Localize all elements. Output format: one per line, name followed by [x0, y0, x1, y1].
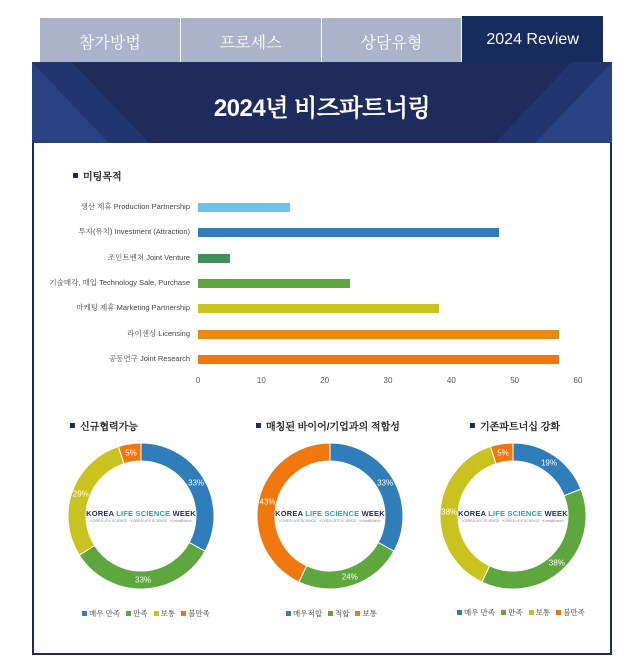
bar-label: 투자(유치) Investment (Attraction): [78, 227, 190, 237]
x-tick-label: 0: [195, 376, 201, 385]
donut-slice: [68, 447, 124, 556]
legend-item: 불만족: [181, 608, 210, 619]
bar: [198, 304, 439, 313]
slice-percent-label: 33%: [188, 478, 205, 488]
bar: [198, 254, 230, 263]
legend-item: 매우 만족: [457, 607, 495, 618]
meeting-purpose-title: 미팅목적: [83, 172, 122, 183]
slice-percent-label: 29%: [72, 489, 89, 499]
legend-item: 적합: [328, 608, 350, 619]
donut-2-heading: [256, 418, 400, 433]
x-tick-label: 50: [510, 376, 520, 385]
bullet-square-icon: [73, 173, 78, 178]
slice-percent-label: 5%: [497, 448, 509, 458]
tab-2024-review[interactable]: 2024 Review: [462, 16, 603, 64]
donut-1-title: 신규협력가능: [80, 422, 138, 433]
donut-slice: [141, 443, 214, 551]
donut-chart: [257, 443, 403, 589]
donut-chart: [440, 443, 586, 589]
event-logo: KOREA LIFE SCIENCE WEEK KOREA LIFE SCIENCE · KOREA LIFE SCIENCE · KoreaBiotech: [275, 509, 385, 523]
legend-item: 불만족: [556, 607, 585, 618]
tab-consultation-type[interactable]: 상담유형: [322, 18, 463, 64]
event-logo: KOREA LIFE SCIENCE WEEK KOREA LIFE SCIENCE · KOREA LIFE SCIENCE · KoreaBiotech: [458, 509, 568, 523]
donut-2-title: 매칭된 바이어/기업과의 적합성: [266, 422, 400, 433]
legend-item: 보통: [529, 607, 551, 618]
bar: [198, 355, 559, 364]
x-tick-label: 60: [573, 376, 583, 385]
donut-legend: [286, 608, 383, 619]
slice-percent-label: 24%: [341, 572, 358, 582]
donut-slice: [513, 443, 581, 496]
donut-legend: [457, 607, 591, 618]
bar: [198, 203, 290, 212]
donut-slice: [299, 542, 394, 589]
banner: [32, 62, 612, 144]
page-title: 2024년 비즈파트너링: [213, 95, 431, 122]
bar-label: 공동연구 Joint Research: [108, 353, 190, 363]
slice-percent-label: 19%: [540, 458, 557, 468]
tab-process[interactable]: 프로세스: [181, 18, 322, 64]
legend-item: 매우적합: [286, 608, 322, 619]
bar-label: 마케팅 제휴 Marketing Partnership: [76, 303, 190, 313]
donut-legend: [82, 608, 216, 619]
legend-item: 만족: [501, 607, 523, 618]
bar-label: 생산 제휴 Production Partnership: [80, 202, 190, 211]
donut-slice: [330, 443, 403, 551]
x-tick-label: 30: [383, 376, 393, 385]
x-tick-label: 20: [320, 376, 330, 385]
slice-percent-label: 33%: [134, 575, 152, 585]
x-tick-label: 40: [446, 376, 456, 385]
slice-percent-label: 33%: [377, 478, 394, 488]
tab-participation[interactable]: 참가방법: [40, 18, 181, 64]
bar-label: 조인트벤쳐 Joint Venture: [107, 252, 190, 262]
bar-label: 기술매각, 매입 Technology Sale, Purchase: [49, 277, 190, 287]
bullet-square-icon: [256, 423, 261, 428]
donut-3-title: 기존파트너십 강화: [480, 422, 561, 433]
legend-item: 보통: [154, 608, 176, 619]
donut-3-heading: [470, 418, 560, 433]
bar-label: 라이센싱 Licensing: [127, 328, 190, 338]
slice-percent-label: 38%: [548, 558, 565, 568]
slice-percent-label: 43%: [259, 497, 276, 507]
slice-percent-label: 38%: [441, 507, 458, 517]
x-tick-label: 10: [256, 376, 266, 385]
bar: [198, 330, 559, 339]
bar: [198, 279, 350, 288]
legend-item: 보통: [355, 608, 377, 619]
bar: [198, 228, 499, 237]
legend-item: 매우 만족: [82, 608, 120, 619]
donut-1-heading: [70, 418, 138, 433]
donut-slice: [482, 489, 586, 589]
legend-item: 만족: [126, 608, 148, 619]
event-logo: KOREA LIFE SCIENCE WEEK KOREA LIFE SCIENCE · KOREA LIFE SCIENCE · KoreaBiotech: [86, 509, 196, 523]
donut-chart: [68, 443, 214, 589]
bullet-square-icon: [70, 423, 75, 428]
meeting-purpose-heading: [73, 168, 122, 183]
tab-bar: [40, 16, 603, 64]
bullet-square-icon: [470, 423, 475, 428]
slice-percent-label: 5%: [125, 448, 137, 458]
